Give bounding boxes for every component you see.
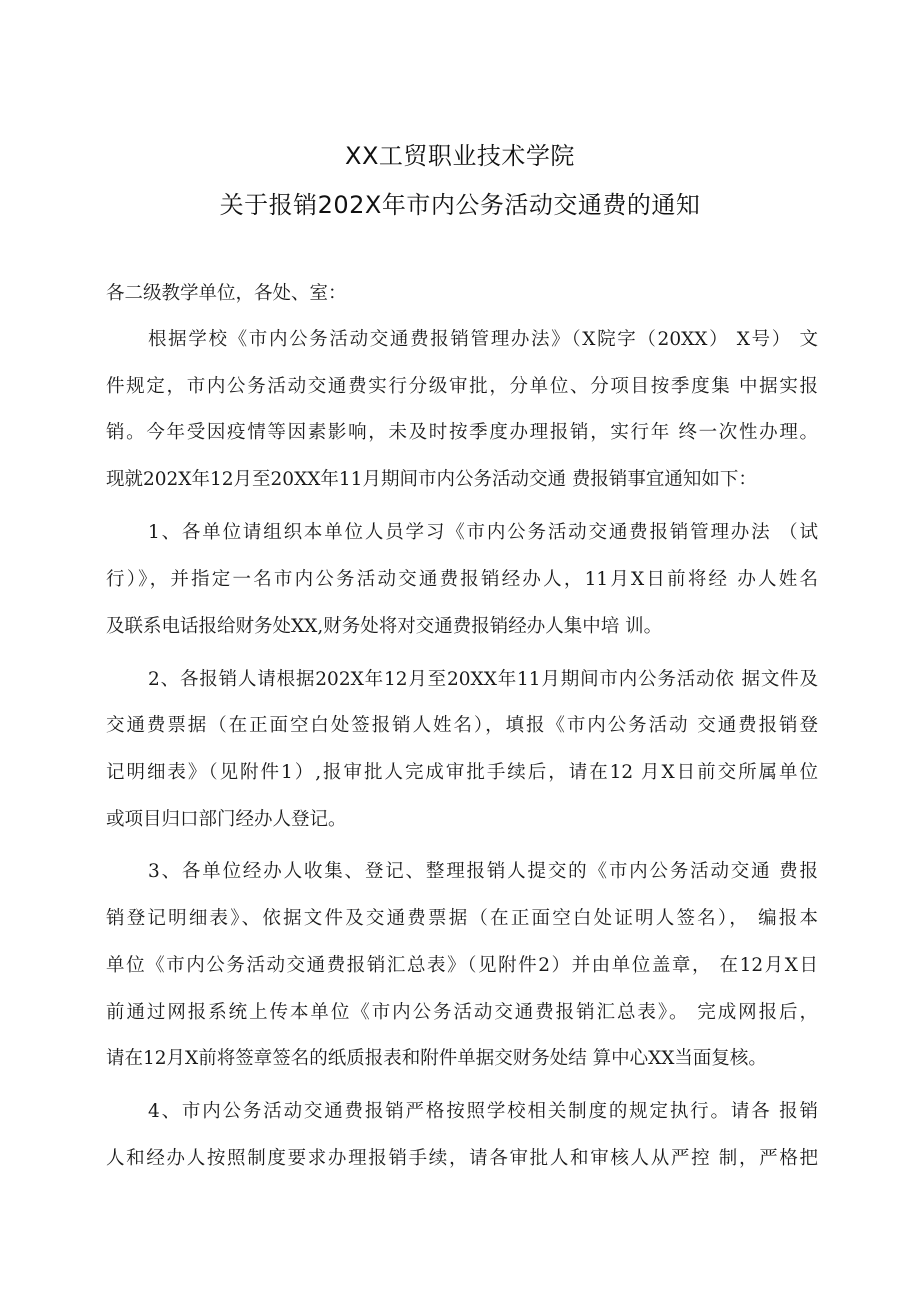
document-title-line-1: XX工贸职业技术学院: [345, 142, 575, 170]
paragraph-1-line-1: 根据学校《市内公务活动交通费报销管理办法》（X院字（20XX） X号） 文: [148, 329, 818, 350]
paragraph-2-line-2: 行）》，并指定一名市内公务活动交通费报销经办人，11月X日前将经 办人姓名: [106, 569, 818, 590]
paragraph-1-line-4: 现就202X年12月至20XX年11月期间市内公务活动交通 费报销事宜通知如下：: [106, 469, 757, 490]
paragraph-3-line-1: 2、各报销人请根据202X年12月至20XX年11月期间市内公务活动依 据文件及: [148, 669, 818, 690]
paragraph-4-line-4: 前通过网报系统上传本单位《市内公务活动交通费报销汇总表》。 完成网报后，: [106, 1002, 818, 1023]
paragraph-4-line-3: 单位《市内公务活动交通费报销汇总表》（见附件2）并由单位盖章， 在12月X日: [106, 955, 818, 976]
paragraph-1-line-2: 件规定，市内公务活动交通费实行分级审批，分单位、分项目按季度集 中据实报: [106, 376, 818, 397]
paragraph-3-line-3: 记明细表》（见附件1）,报审批人完成审批手续后，请在12 月X日前交所属单位: [106, 762, 818, 783]
paragraph-4-line-2: 销登记明细表》、依据文件及交通费票据（在正面空白处证明人签名）， 编报本: [106, 908, 818, 929]
paragraph-2-line-3: 及联系电话报给财务处XX,财务处将对交通费报销经办人集中培 训。: [106, 616, 663, 637]
paragraph-5-line-1: 4、市内公务活动交通费报销严格按照学校相关制度的规定执行。请各 报销: [148, 1101, 818, 1122]
salutation: 各二级教学单位，各处、室：: [106, 283, 347, 304]
paragraph-4-line-5: 请在12月X前将签章签名的纸质报表和附件单据交财务处结 算中心XX当面复核。: [106, 1048, 767, 1069]
paragraph-1-line-3: 销。今年受因疫情等因素影响，未及时按季度办理报销，实行年 终一次性办理。: [106, 422, 818, 443]
paragraph-3-line-4: 或项目归口部门经办人登记。: [106, 809, 347, 830]
document-title-line-2: 关于报销202X年市内公务活动交通费的通知: [219, 191, 701, 219]
paragraph-5-line-2: 人和经办人按照制度要求办理报销手续，请各审批人和审核人从严控 制，严格把: [106, 1148, 818, 1169]
paragraph-4-line-1: 3、各单位经办人收集、登记、整理报销人提交的《市内公务活动交通 费报: [148, 861, 818, 882]
paragraph-2-line-1: 1、各单位请组织本单位人员学习《市内公务活动交通费报销管理办法 （试: [148, 522, 818, 543]
paragraph-3-line-2: 交通费票据（在正面空白处签报销人姓名），填报《市内公务活动 交通费报销登: [106, 715, 818, 736]
